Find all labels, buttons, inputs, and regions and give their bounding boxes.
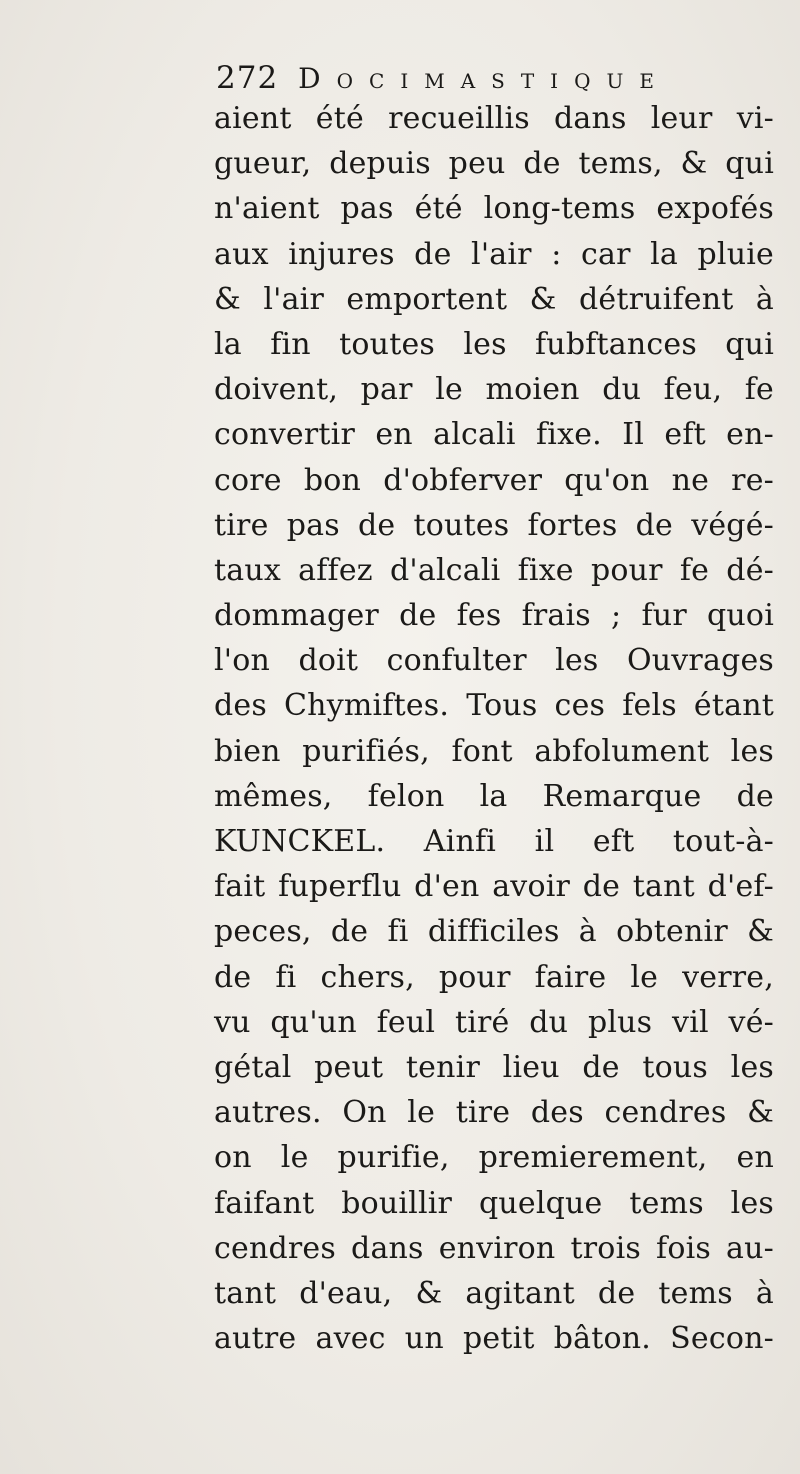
text-line: taux affez d'alcali fixe pour fe dé-: [214, 552, 774, 588]
text-line: on le purifie, premierement, en: [214, 1140, 774, 1176]
text-line: peces, de fi difficiles à obtenir &: [214, 914, 774, 950]
text-line: KUNCKEL. Ainfi il eft tout-à-: [214, 824, 774, 859]
text-line: autre avec un petit bâton. Secon-: [214, 1321, 774, 1357]
text-line: l'on doit confulter les Ouvrages: [214, 643, 774, 679]
text-line: gétal peut tenir lieu de tous les: [214, 1049, 774, 1085]
running-title: Docimastique: [298, 62, 670, 95]
text-line: gueur, depuis peu de tems, & qui: [214, 146, 774, 182]
text-line: doivent, par le moien du feu, fe: [214, 372, 774, 408]
text-line: vu qu'un feul tiré du plus vil vé-: [214, 1004, 774, 1040]
text-line: n'aient pas été long-tems expofés: [214, 191, 774, 227]
text-line: aux injures de l'air : car la pluie: [214, 236, 774, 272]
text-line: cendres dans environ trois fois au-: [214, 1230, 774, 1266]
text-line: & l'air emportent & détruifent à: [214, 281, 774, 317]
text-line: faifant bouillir quelque tems les: [214, 1185, 774, 1221]
body-text: [214, 96, 774, 1361]
text-line: core bon d'obferver qu'on ne re-: [214, 462, 774, 498]
text-line: autres. On le tire des cendres &: [214, 1095, 774, 1131]
text-line: fait fuperflu d'en avoir de tant d'ef-: [214, 869, 774, 905]
text-line: mêmes, felon la Remarque de: [214, 778, 774, 814]
text-line: convertir en alcali fixe. Il eft en-: [214, 417, 774, 453]
text-line: tire pas de toutes fortes de végé-: [214, 507, 774, 543]
text-line: bien purifiés, font abfolument les: [214, 733, 774, 769]
page-number: 272: [216, 60, 279, 96]
text-line: dommager de fes frais ; fur quoi: [214, 598, 774, 634]
text-line: de fi chers, pour faire le verre,: [214, 959, 774, 995]
text-line: tant d'eau, & agitant de tems à: [214, 1275, 774, 1311]
text-line: la fin toutes les fubftances qui: [214, 326, 774, 362]
text-line: des Chymiftes. Tous ces fels étant: [214, 688, 774, 724]
text-line: aient été recueillis dans leur vi-: [214, 101, 774, 136]
